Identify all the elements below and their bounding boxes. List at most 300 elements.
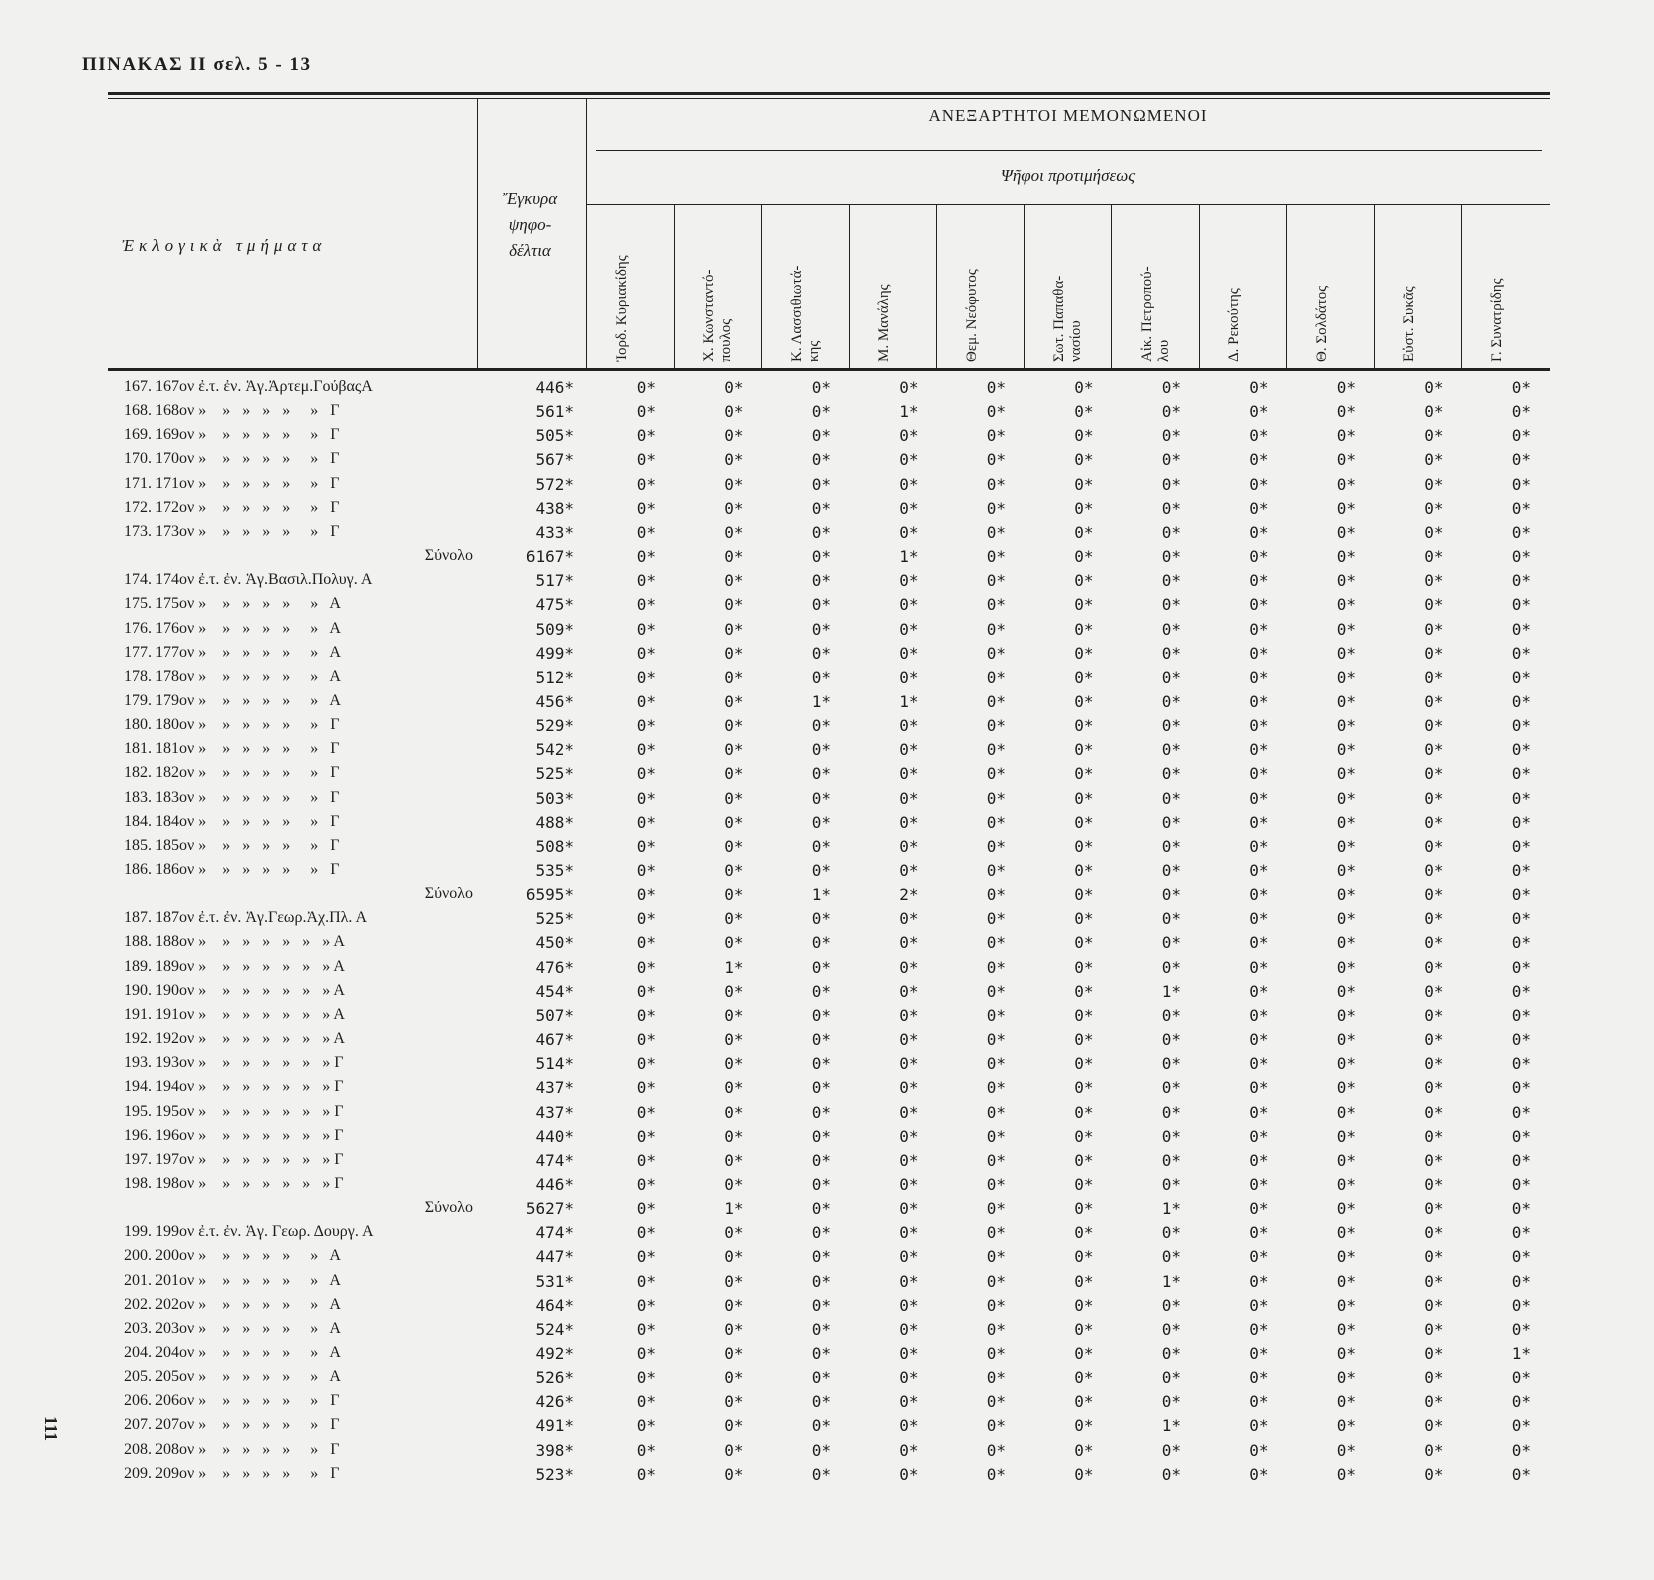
preference-vote-cell: 0* — [986, 909, 1006, 929]
district-label: 209ον » » » » » » Γ — [155, 1464, 340, 1482]
table-row — [0, 1054, 1654, 1078]
preference-vote-cell: 0* — [899, 1416, 919, 1436]
preference-vote-cell: 0* — [899, 1440, 919, 1460]
preference-vote-cell: 0* — [1424, 1368, 1444, 1388]
preference-vote-cell: 0* — [986, 716, 1006, 736]
preference-vote-cell: 0* — [1511, 1078, 1531, 1098]
preference-vote-cell: 0* — [636, 933, 656, 953]
district-label: 186ον » » » » » » Γ — [155, 861, 340, 878]
preference-vote-cell: 0* — [636, 1054, 656, 1074]
row-number: 185. — [124, 836, 152, 854]
preference-vote-cell: 0* — [986, 450, 1006, 470]
preference-vote-cell: 0* — [811, 1295, 831, 1315]
preference-vote-cell: 0* — [1511, 812, 1531, 832]
preference-vote-cell: 0* — [1074, 1416, 1094, 1436]
preference-vote-cell: 0* — [1249, 909, 1269, 929]
preference-vote-cell: 0* — [1161, 1005, 1181, 1025]
preference-vote-cell: 0* — [811, 1054, 831, 1074]
preference-vote-cell: 0* — [1511, 402, 1531, 422]
preference-vote-cell: 0* — [1161, 667, 1181, 687]
preference-vote-cell: 0* — [1161, 547, 1181, 567]
preference-vote-cell: 0* — [1511, 740, 1531, 760]
district-label: 177ον » » » » » » Α — [155, 643, 341, 661]
preference-vote-cell: 0* — [1074, 1199, 1094, 1219]
preference-vote-cell: 0* — [1249, 1392, 1269, 1412]
preference-vote-cell: 0* — [1424, 716, 1444, 736]
valid-ballots-cell: 542* — [535, 740, 574, 760]
row-number: 171. — [124, 474, 152, 492]
preference-vote-cell: 0* — [811, 1247, 831, 1267]
preference-vote-cell: 0* — [636, 740, 656, 760]
preference-vote-cell: 0* — [724, 1174, 744, 1194]
preference-vote-cell: 0* — [1249, 1368, 1269, 1388]
preference-vote-cell: 0* — [724, 740, 744, 760]
district-label: 199ον ἐ.τ. ἐν. Ἁγ. Γεωρ. Δουργ. Α — [155, 1223, 374, 1241]
preference-vote-cell: 0* — [811, 667, 831, 687]
preference-vote-cell: 0* — [1161, 450, 1181, 470]
table-row — [0, 644, 1654, 668]
preference-vote-cell: 0* — [636, 1223, 656, 1243]
preference-vote-cell: 0* — [1336, 1030, 1356, 1050]
preference-vote-cell: 0* — [811, 764, 831, 784]
candidate-header: Μ. Μανάλης — [876, 284, 893, 362]
table-row — [0, 450, 1654, 474]
preference-vote-cell: 0* — [724, 1344, 744, 1363]
preference-vote-cell: 0* — [1074, 1368, 1094, 1388]
preference-vote-cell: 1* — [724, 1199, 744, 1219]
district-label: 168ον » » » » » » Γ — [155, 402, 340, 420]
table-row — [0, 716, 1654, 740]
preference-vote-cell: 0* — [986, 1392, 1006, 1412]
table-row — [0, 620, 1654, 644]
preference-vote-cell: 0* — [724, 426, 744, 446]
row-number: 174. — [124, 571, 152, 589]
preference-vote-cell: 0* — [1336, 1054, 1356, 1074]
preference-vote-cell: 0* — [636, 836, 656, 856]
valid-ballots-cell: 524* — [535, 1319, 574, 1339]
preference-vote-cell: 0* — [1511, 1464, 1531, 1484]
preference-vote-cell: 0* — [636, 1102, 656, 1122]
preference-vote-cell: 0* — [899, 1199, 919, 1219]
preference-vote-cell: 0* — [899, 1174, 919, 1194]
preference-vote-cell: 0* — [1336, 1319, 1356, 1339]
preference-vote-cell: 0* — [1424, 1344, 1444, 1363]
preference-vote-cell: 0* — [1249, 1078, 1269, 1098]
valid-ballots-cell: 529* — [535, 716, 574, 736]
row-number: 186. — [124, 861, 152, 878]
row-number: 190. — [124, 981, 152, 999]
preference-vote-cell: 0* — [899, 1102, 919, 1122]
row-number: 182. — [124, 764, 152, 782]
candidate-header: Αἰκ. Πετροπού- λου — [1138, 266, 1172, 362]
table-row — [0, 523, 1654, 547]
valid-ballots-cell: 499* — [535, 643, 574, 663]
candidate-header: Κ. Λασσιθιωτά- κης — [788, 265, 822, 362]
preference-vote-cell: 0* — [1424, 1319, 1444, 1339]
preference-vote-cell: 0* — [811, 1030, 831, 1050]
page-title: ΠΙΝΑΚΑΣ ΙΙ σελ. 5 - 13 — [82, 54, 312, 75]
row-number: 209. — [124, 1464, 152, 1482]
preference-vote-cell: 0* — [1074, 402, 1094, 422]
preference-vote-cell: 0* — [1074, 691, 1094, 711]
valid-ballots-cell: 426* — [535, 1392, 574, 1412]
preference-vote-cell: 0* — [1336, 1295, 1356, 1315]
preference-vote-cell: 0* — [636, 1416, 656, 1436]
preference-vote-cell: 0* — [1511, 522, 1531, 542]
preference-vote-cell: 0* — [811, 1392, 831, 1412]
preference-vote-cell: 0* — [986, 836, 1006, 856]
preference-vote-cell: 0* — [1424, 812, 1444, 832]
candidate-header: Εὐστ. Συκᾶς — [1401, 286, 1418, 362]
valid-ballots-cell: 531* — [535, 1271, 574, 1291]
preference-vote-cell: 0* — [1249, 547, 1269, 567]
col-sep-valid — [477, 98, 478, 368]
row-number: 183. — [124, 788, 152, 806]
preference-vote-cell: 0* — [1249, 426, 1269, 446]
preference-vote-cell: 0* — [1511, 691, 1531, 711]
preference-vote-cell: 0* — [1424, 1174, 1444, 1194]
preference-vote-cell: 0* — [636, 378, 656, 397]
preference-vote-cell: 0* — [1161, 426, 1181, 446]
preference-vote-cell: 0* — [1249, 1440, 1269, 1460]
preference-vote-cell: 0* — [724, 1247, 744, 1267]
preference-vote-cell: 0* — [1249, 812, 1269, 832]
preference-vote-cell: 0* — [899, 740, 919, 760]
preference-vote-cell: 0* — [1074, 1271, 1094, 1291]
table-row — [0, 740, 1654, 764]
preference-vote-cell: 0* — [1074, 1102, 1094, 1122]
preference-vote-cell: 0* — [1336, 1078, 1356, 1098]
preference-vote-cell: 0* — [724, 402, 744, 422]
preference-vote-cell: 0* — [724, 812, 744, 832]
valid-ballots-cell: 572* — [535, 474, 574, 494]
row-number: 204. — [124, 1344, 152, 1361]
preference-vote-cell: 0* — [811, 1199, 831, 1219]
district-label: 196ον » » » » » » » Γ — [155, 1126, 344, 1144]
preference-vote-cell: 0* — [1424, 643, 1444, 663]
preference-vote-cell: 0* — [1074, 933, 1094, 953]
preference-vote-cell: 0* — [724, 595, 744, 615]
preference-vote-cell: 0* — [1336, 402, 1356, 422]
preference-vote-cell: 0* — [1074, 667, 1094, 687]
preference-vote-cell: 0* — [1424, 498, 1444, 518]
candidate-header: Θ. Σολδάτος — [1313, 285, 1330, 362]
preference-vote-cell: 0* — [1074, 1174, 1094, 1194]
preference-vote-cell: 0* — [1424, 740, 1444, 760]
preference-vote-cell: 0* — [1161, 788, 1181, 808]
total-row — [0, 547, 1654, 571]
row-number: 194. — [124, 1078, 152, 1096]
preference-vote-cell: 0* — [1161, 1150, 1181, 1170]
preference-vote-cell: 0* — [1336, 498, 1356, 518]
preference-vote-cell: 0* — [1161, 1392, 1181, 1412]
preference-vote-cell: 0* — [1336, 667, 1356, 687]
row-number: 184. — [124, 812, 152, 830]
district-label: 179ον » » » » » » Α — [155, 691, 341, 709]
candidate-col-sep — [1461, 205, 1462, 368]
preference-vote-cell: 0* — [1249, 1174, 1269, 1194]
preference-vote-cell: 0* — [1511, 836, 1531, 856]
preference-vote-cell: 0* — [1336, 571, 1356, 591]
preference-vote-cell: 0* — [1511, 571, 1531, 591]
valid-ballots-cell: 561* — [535, 402, 574, 422]
preference-vote-cell: 0* — [811, 426, 831, 446]
preference-vote-cell: 0* — [724, 1150, 744, 1170]
preference-vote-cell: 0* — [986, 764, 1006, 784]
preference-vote-cell: 0* — [1161, 909, 1181, 929]
preference-vote-cell: 0* — [1074, 1005, 1094, 1025]
valid-ballots-cell: 438* — [535, 498, 574, 518]
preference-vote-cell: 0* — [1249, 1295, 1269, 1315]
preference-vote-cell: 0* — [899, 1271, 919, 1291]
district-label: 205ον » » » » » » Α — [155, 1368, 341, 1386]
preference-vote-cell: 0* — [1249, 1199, 1269, 1219]
preference-vote-cell: 0* — [986, 667, 1006, 687]
valid-ballots-cell: 433* — [535, 522, 574, 542]
table-row — [0, 1368, 1654, 1392]
preference-vote-cell: 0* — [1249, 1005, 1269, 1025]
preference-vote-cell: 0* — [986, 1150, 1006, 1170]
preference-vote-cell: 0* — [1249, 933, 1269, 953]
row-number: 187. — [124, 909, 152, 927]
table-row — [0, 692, 1654, 716]
district-label: 181ον » » » » » » Γ — [155, 740, 340, 758]
valid-ballots-cell: 525* — [535, 764, 574, 784]
preference-vote-cell: 0* — [1511, 1150, 1531, 1170]
valid-ballots-cell: 474* — [535, 1223, 574, 1243]
preference-vote-cell: 0* — [1161, 619, 1181, 639]
preference-vote-cell: 0* — [636, 764, 656, 784]
preference-vote-cell: 0* — [1424, 1271, 1444, 1291]
preference-vote-cell: 0* — [811, 1464, 831, 1484]
table-row — [0, 1344, 1654, 1368]
table-row — [0, 1223, 1654, 1247]
table-row — [0, 1272, 1654, 1296]
valid-ballots-cell: 447* — [535, 1247, 574, 1267]
preference-vote-cell: 0* — [811, 957, 831, 977]
preference-vote-cell: 0* — [1511, 981, 1531, 1001]
preference-vote-cell: 0* — [986, 1102, 1006, 1122]
preference-vote-cell: 0* — [986, 1005, 1006, 1025]
preference-vote-cell: 0* — [986, 1030, 1006, 1050]
preference-vote-cell: 0* — [636, 861, 656, 880]
table-row — [0, 764, 1654, 788]
preference-vote-cell: 0* — [1424, 1223, 1444, 1243]
preference-vote-cell: 0* — [986, 547, 1006, 567]
preference-vote-cell: 0* — [724, 1295, 744, 1315]
preference-vote-cell: 0* — [1074, 619, 1094, 639]
preference-vote-cell: 0* — [724, 1078, 744, 1098]
preference-vote-cell: 0* — [1074, 378, 1094, 397]
preference-vote-cell: 0* — [1424, 933, 1444, 953]
col-sep-group — [586, 98, 587, 368]
preference-vote-cell: 0* — [1161, 933, 1181, 953]
table-row — [0, 1296, 1654, 1320]
preference-vote-cell: 0* — [636, 571, 656, 591]
preference-vote-cell: 0* — [899, 426, 919, 446]
preference-vote-cell: 0* — [811, 1368, 831, 1388]
preference-vote-cell: 0* — [986, 1126, 1006, 1146]
preference-vote-cell: 0* — [724, 981, 744, 1001]
table-row — [0, 1247, 1654, 1271]
row-number: 172. — [124, 498, 152, 516]
preference-vote-cell: 0* — [1249, 1416, 1269, 1436]
preference-vote-cell: 0* — [1074, 740, 1094, 760]
preference-vote-cell: 0* — [724, 643, 744, 663]
valid-ballots-cell: 488* — [535, 812, 574, 832]
preference-vote-cell: 0* — [1511, 885, 1531, 905]
preference-vote-cell: 0* — [1424, 378, 1444, 397]
district-label: 173ον » » » » » » Γ — [155, 522, 340, 540]
header-bottom-rule — [108, 368, 1550, 371]
preference-vote-cell: 0* — [1161, 595, 1181, 615]
valid-ballots-cell: 509* — [535, 619, 574, 639]
preference-vote-cell: 0* — [724, 498, 744, 518]
preference-vote-cell: 0* — [811, 981, 831, 1001]
preference-vote-cell: 0* — [1249, 788, 1269, 808]
preference-vote-cell: 0* — [1424, 861, 1444, 880]
candidate-col-sep — [761, 205, 762, 368]
preference-vote-cell: 0* — [1336, 1344, 1356, 1363]
preference-vote-cell: 0* — [724, 1223, 744, 1243]
preference-vote-cell: 0* — [1336, 1464, 1356, 1484]
preference-vote-cell: 0* — [899, 1392, 919, 1412]
preference-vote-cell: 0* — [1249, 402, 1269, 422]
preference-vote-cell: 0* — [811, 1126, 831, 1146]
preference-vote-cell: 0* — [1424, 426, 1444, 446]
preference-vote-cell: 0* — [636, 1295, 656, 1315]
preference-vote-cell: 0* — [811, 933, 831, 953]
preference-vote-cell: 0* — [636, 885, 656, 905]
row-number: 202. — [124, 1295, 152, 1313]
preference-vote-cell: 0* — [724, 1368, 744, 1388]
preference-vote-cell: 0* — [811, 716, 831, 736]
table-row — [0, 571, 1654, 595]
preference-vote-cell: 0* — [636, 450, 656, 470]
row-number: 203. — [124, 1319, 152, 1337]
preference-vote-cell: 0* — [1511, 788, 1531, 808]
preference-vote-cell: 0* — [724, 667, 744, 687]
district-label: 207ον » » » » » » Γ — [155, 1416, 340, 1434]
row-number: 177. — [124, 643, 152, 661]
preference-vote-cell: 0* — [1249, 1150, 1269, 1170]
preference-vote-cell: 0* — [636, 1344, 656, 1363]
preference-vote-cell: 0* — [899, 1223, 919, 1243]
header-top-rule-thin — [108, 98, 1550, 99]
candidate-col-sep — [674, 205, 675, 368]
preference-vote-cell: 0* — [1336, 740, 1356, 760]
preference-vote-cell: 0* — [1424, 957, 1444, 977]
preference-vote-cell: 0* — [1424, 1102, 1444, 1122]
preference-vote-cell: 0* — [1336, 643, 1356, 663]
candidate-header: Γ. Συνατρίδης — [1488, 278, 1505, 362]
candidate-col-sep — [1111, 205, 1112, 368]
valid-ballots-cell: 514* — [535, 1054, 574, 1074]
preference-vote-cell: 0* — [899, 1247, 919, 1267]
preference-vote-cell: 0* — [724, 1271, 744, 1291]
preference-vote-cell: 0* — [1074, 764, 1094, 784]
preference-vote-cell: 0* — [1511, 1054, 1531, 1074]
preference-vote-cell: 0* — [986, 1368, 1006, 1388]
preference-vote-cell: 0* — [1336, 595, 1356, 615]
preference-vote-cell: 0* — [1074, 1126, 1094, 1146]
preference-vote-cell: 0* — [1336, 1440, 1356, 1460]
preference-vote-cell: 0* — [1074, 1054, 1094, 1074]
valid-ballots-cell: 437* — [535, 1102, 574, 1122]
preference-vote-cell: 0* — [1074, 547, 1094, 567]
preference-vote-cell: 2* — [899, 885, 919, 905]
table-row — [0, 1103, 1654, 1127]
preference-vote-cell: 0* — [1249, 716, 1269, 736]
preference-vote-cell: 0* — [811, 812, 831, 832]
row-number: 200. — [124, 1247, 152, 1265]
district-label: 203ον » » » » » » Α — [155, 1319, 341, 1337]
preference-vote-cell: 1* — [1161, 1416, 1181, 1436]
preference-vote-cell: 0* — [1074, 957, 1094, 977]
valid-ballots-cell: 450* — [535, 933, 574, 953]
preference-vote-cell: 0* — [1424, 836, 1444, 856]
candidate-col-sep — [1286, 205, 1287, 368]
district-label: 171ον » » » » » » Γ — [155, 474, 340, 492]
valid-ballots-cell: 491* — [535, 1416, 574, 1436]
preference-vote-cell: 0* — [1074, 861, 1094, 880]
candidate-header: Θεμ. Νεόφυτος — [963, 269, 980, 362]
preference-vote-cell: 0* — [636, 547, 656, 567]
preference-vote-cell: 0* — [899, 1078, 919, 1098]
preference-vote-cell: 0* — [1161, 861, 1181, 880]
total-label: Σύνολο — [424, 1199, 473, 1217]
preference-vote-cell: 0* — [724, 522, 744, 542]
preference-vote-cell: 0* — [811, 740, 831, 760]
preference-vote-cell: 0* — [1336, 836, 1356, 856]
preference-vote-cell: 0* — [1424, 1005, 1444, 1025]
valid-ballots-cell: 474* — [535, 1150, 574, 1170]
candidate-col-sep — [936, 205, 937, 368]
valid-ballots-cell: 446* — [535, 378, 574, 397]
table-row — [0, 933, 1654, 957]
preference-vote-cell: 0* — [1249, 1344, 1269, 1363]
table-row — [0, 595, 1654, 619]
preference-vote-cell: 0* — [636, 667, 656, 687]
preference-vote-cell: 0* — [1511, 957, 1531, 977]
row-number: 192. — [124, 1030, 152, 1048]
preference-vote-cell: 0* — [1511, 1247, 1531, 1267]
table-row — [0, 1127, 1654, 1151]
preference-vote-cell: 0* — [724, 1005, 744, 1025]
preference-vote-cell: 0* — [636, 1126, 656, 1146]
preference-vote-cell: 0* — [1424, 474, 1444, 494]
district-label: 182ον » » » » » » Γ — [155, 764, 340, 782]
preference-vote-cell: 0* — [724, 716, 744, 736]
preference-vote-cell: 0* — [1336, 1174, 1356, 1194]
table-row — [0, 837, 1654, 861]
preference-vote-cell: 0* — [986, 1078, 1006, 1098]
preference-vote-cell: 0* — [1161, 498, 1181, 518]
valid-ballots-cell: 526* — [535, 1368, 574, 1388]
preference-vote-cell: 0* — [1424, 764, 1444, 784]
preference-vote-cell: 0* — [1336, 474, 1356, 494]
preference-vote-cell: 0* — [1161, 522, 1181, 542]
preference-vote-cell: 0* — [724, 571, 744, 591]
preference-vote-cell: 0* — [986, 812, 1006, 832]
preference-vote-cell: 0* — [986, 498, 1006, 518]
preference-vote-cell: 0* — [899, 836, 919, 856]
table-row — [0, 499, 1654, 523]
preference-vote-cell: 0* — [899, 1005, 919, 1025]
preference-vote-cell: 0* — [811, 474, 831, 494]
preference-vote-cell: 0* — [811, 1174, 831, 1194]
preference-vote-cell: 0* — [724, 1440, 744, 1460]
